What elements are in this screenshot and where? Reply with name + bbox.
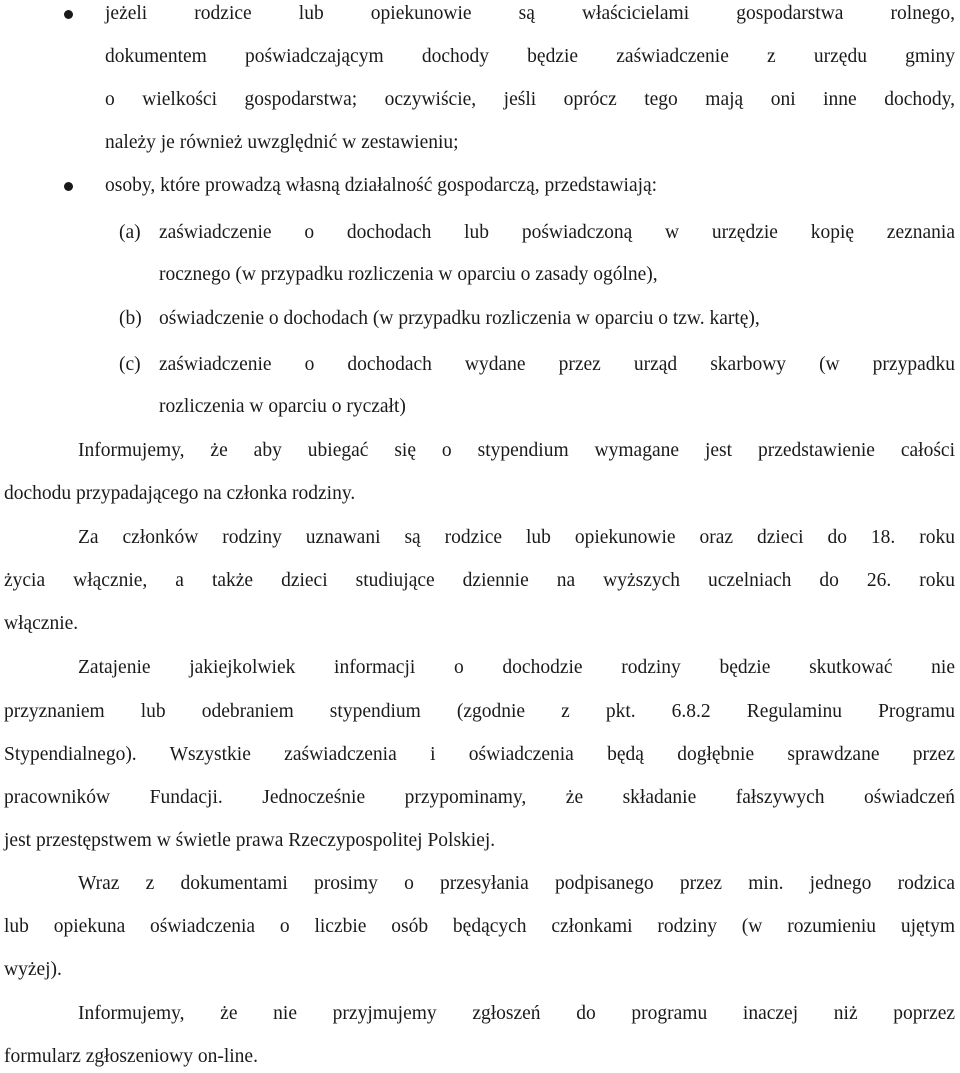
sub-item-marker: (a) (119, 222, 141, 243)
paragraph-3-line-1: Zatajenie jakiejkolwiek informacji o dochodzie rodziny będzie skutkować nie (78, 657, 955, 678)
paragraph-3-line-5: jest przestępstwem w świetle prawa Rzeczypospolitej Polskiej. (4, 830, 496, 851)
paragraph-2-line-3: włącznie. (4, 613, 79, 634)
bullet-dot (64, 10, 73, 19)
paragraph-5-line-2: formularz zgłoszeniowy on-line. (4, 1046, 258, 1067)
paragraph-3-line-2: przyznaniem lub odebraniem stypendium (zgodnie z pkt. 6.8.2 Regulaminu Programu (4, 701, 955, 722)
paragraph-2-line-2: życia włącznie, a także dzieci studiujące dziennie na wyższych uczelniach do 26. roku (4, 570, 955, 591)
paragraph-4-line-1: Wraz z dokumentami prosimy o przesyłania podpisanego przez min. jednego rodzica (78, 873, 955, 894)
paragraph-4-line-3: wyżej). (4, 959, 62, 980)
paragraph-1-line-2: dochodu przypadającego na członka rodziny. (4, 483, 356, 504)
sub-item-marker: (b) (119, 308, 142, 329)
bullet-1-line-2: dokumentem poświadczającym dochody będzie zaświadczenie z urzędu gminy (105, 46, 955, 67)
sub-item-a-line-1: zaświadczenie o dochodach lub poświadczoną w urzędzie kopię zeznania (159, 222, 955, 243)
paragraph-3-line-4: pracowników Fundacji. Jednocześnie przypominamy, że składanie fałszywych oświadczeń (4, 787, 955, 808)
bullet-1-line-1: jeżeli rodzice lub opiekunowie są właścicielami gospodarstwa rolnego, (105, 3, 955, 24)
paragraph-1-line-1: Informujemy, że aby ubiegać się o stypendium wymagane jest przedstawienie całości (78, 440, 955, 461)
paragraph-5-line-1: Informujemy, że nie przyjmujemy zgłoszeń do programu inaczej niż poprzez (78, 1003, 955, 1024)
bullet-2-line-1: osoby, które prowadzą własną działalność gospodarczą, przedstawiają: (105, 175, 658, 196)
bullet-1-line-4: należy je również uwzględnić w zestawieniu; (105, 132, 459, 153)
sub-item-b-line-1: oświadczenie o dochodach (w przypadku rozliczenia w oparciu o tzw. kartę), (159, 308, 760, 329)
bullet-dot (64, 182, 73, 191)
bullet-1-line-3: o wielkości gospodarstwa; oczywiście, jeśli oprócz tego mają oni inne dochody, (105, 89, 955, 110)
paragraph-3-line-3: Stypendialnego). Wszystkie zaświadczenia i oświadczenia będą dogłębnie sprawdzane przez (4, 744, 955, 765)
sub-item-marker: (c) (119, 354, 141, 375)
sub-item-c-line-1: zaświadczenie o dochodach wydane przez urząd skarbowy (w przypadku (159, 354, 955, 375)
paragraph-2-line-1: Za członków rodziny uznawani są rodzice lub opiekunowie oraz dzieci do 18. roku (78, 527, 955, 548)
sub-item-a-line-2: rocznego (w przypadku rozliczenia w oparciu o zasady ogólne), (159, 264, 658, 285)
sub-item-c-line-2: rozliczenia w oparciu o ryczałt) (159, 396, 406, 417)
paragraph-4-line-2: lub opiekuna oświadczenia o liczbie osób będących członkami rodziny (w rozumieniu ujętym (4, 916, 955, 937)
